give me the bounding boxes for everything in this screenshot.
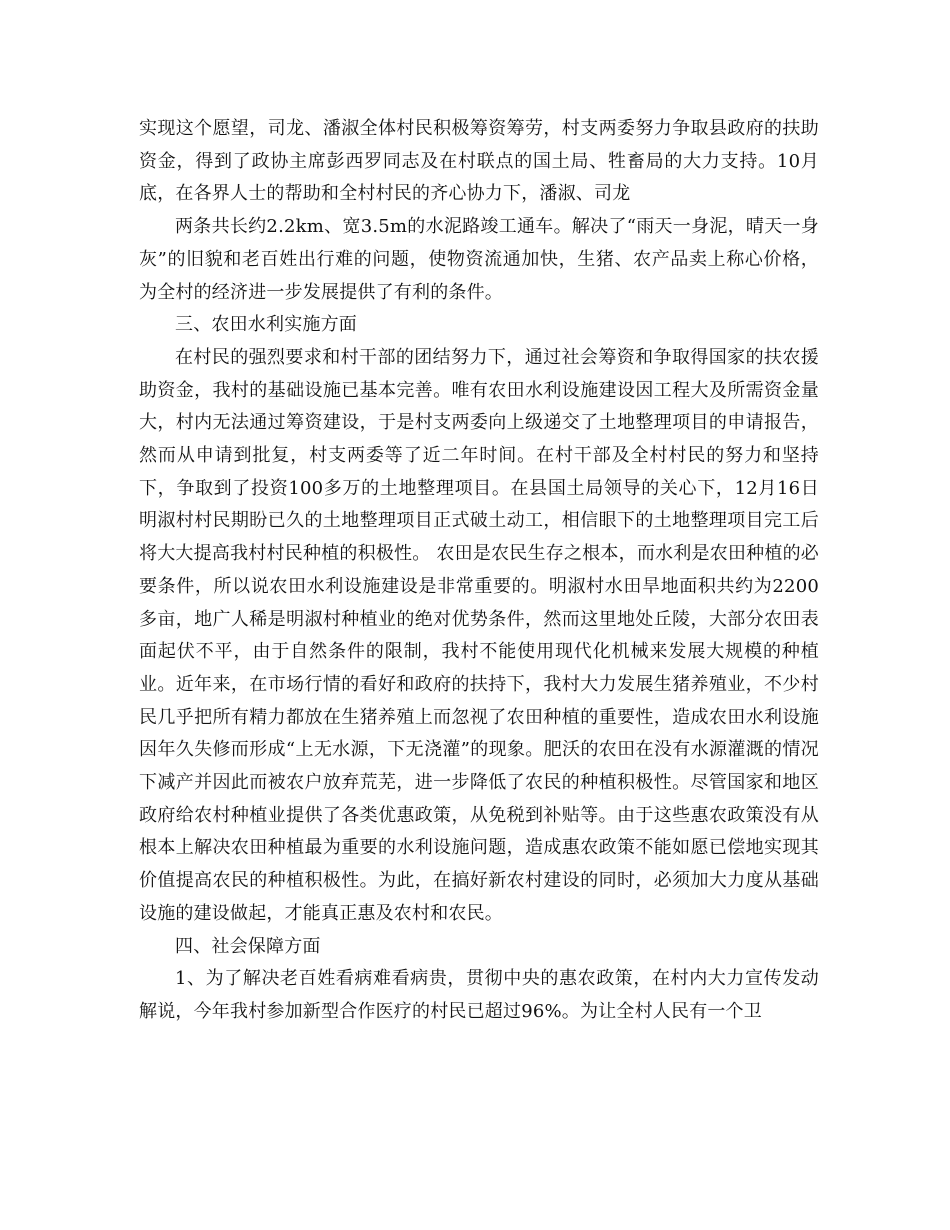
section-heading-irrigation: 三、农田水利实施方面 <box>175 314 357 336</box>
paragraph-road-completion: 两条共长约2.2km、宽3.5m的水泥路竣工通车。解决了“雨天一身泥，晴天一身灰”的旧貌和老百姓出行难的问题，使物资流通加快，生猪、农产品卖上称心价格，为全村的经济进一步发展提供了有利的条件。 <box>139 216 819 303</box>
paragraph-road-intro: 实现这个愿望，司龙、潘淑全体村民积极筹资筹劳，村支两委努力争取县政府的扶助资金，得到了政协主席彭西罗同志及在村联点的国土局、牲畜局的大力支持。10月底，在各界人士的帮助和全村村民的齐心协力下，潘淑、司龙 <box>139 118 819 205</box>
paragraph-irrigation: 在村民的强烈要求和村干部的团结努力下，通过社会筹资和争取得国家的扶农援助资金，我村的基础设施已基本完善。唯有农田水利设施建设因工程大及所需资金量大，村内无法通过筹资建设，于是村支两委向上级递交了土地整理项目的申请报告，然而从申请到批复，村支两委等了近二年时间。在村干部及全村村民的努力和坚持下，争取到了投资100多万的土地整理项目。在县国土局领导的关心下，12月16日明淑村村民期盼已久的土地整理项目正式破土动工，相信眼下的土地整理项目完工后将大大提高我村村民种植的积极性。 农田是农民生存之根本，而水利是农田种植的必要条件，所以说农田水利设施建设是非常重要的。明淑村水田旱地面积共约为2200多亩，地广人稀是明淑村种植业的绝对优势条件，然而这里地处丘陵，大部分农田表面起伏不平，由于自然条件的限制，我村不能使用现代化机械来发展大规模的种植业。近年来，在市场行情的看好和政府的扶持下，我村大力发展生猪养殖业，不少村民几乎把所有精力都放在生猪养殖上而忽视了农田种植的重要性，造成农田水利设施因年久失修而形成“上无水源，下无浇灌”的现象。肥沃的农田在没有水源灌溉的情况下减产并因此而被农户放弃荒芜，进一步降低了农民的种植积极性。尽管国家和地区政府给农村种植业提供了各类优惠政策，从免税到补贴等。由于这些惠农政策没有从根本上解决农田种植最为重要的水利设施问题，造成惠农政策不能如愿已偿地实现其价值提高农民的种植积极性。为此，在搞好新农村建设的同时，必须加大力度从基础设施的建设做起，才能真正惠及农村和农民。 <box>139 346 819 924</box>
section-heading-social-security: 四、社会保障方面 <box>175 935 321 957</box>
document-body <box>139 113 819 1029</box>
paragraph-medical-insurance: 1、为了解决老百姓看病难看病贵，贯彻中央的惠农政策，在村内大力宣传发动解说，今年我村参加新型合作医疗的村民已超过96%。为让全村人民有一个卫 <box>139 968 819 1022</box>
